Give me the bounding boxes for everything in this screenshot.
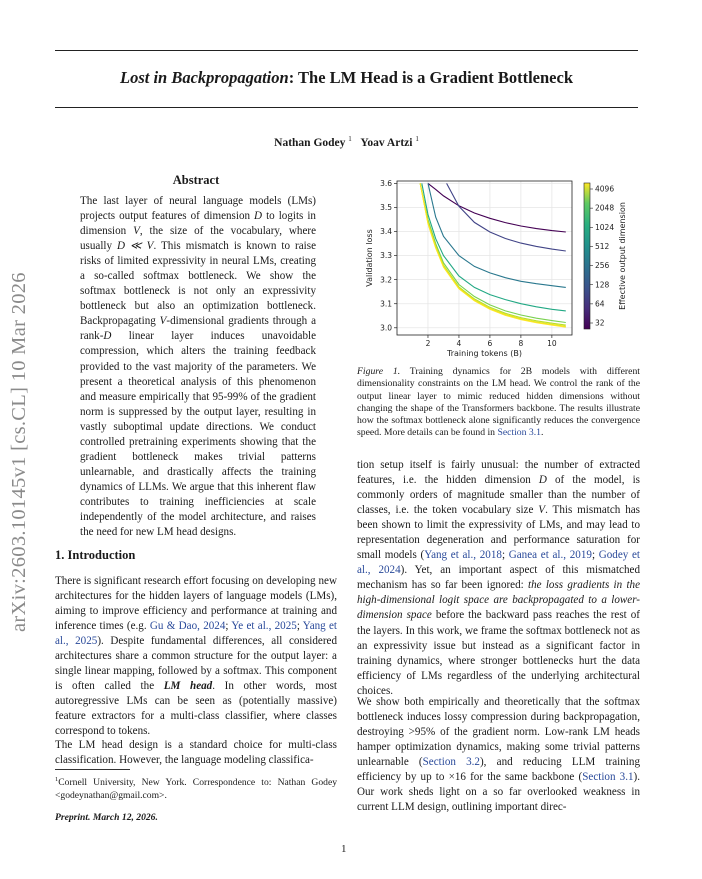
series-line-256 [422,183,566,311]
abstract-text-run: . This mismatch is known to raise risks of limited expressivity in neural LMs, creating a so-called softmax bottleneck. We show the softmax bottleneck is not only an expressivity bottleneck but also an optimization bottleneck. Backpropagating [80,240,316,328]
x-tick-label: 4 [456,339,462,348]
right-paragraph-1 [357,458,640,699]
intro-paragraph-1 [55,574,337,740]
x-tick-label: 10 [547,339,557,348]
colorbar-tick-label: 4096 [595,184,615,194]
math-symbol: V [133,225,140,238]
abstract-body [80,194,316,540]
colorbar-tick-label: 512 [595,242,610,252]
body-text-run: ). Yet, an important aspect of this mismatched mechanism has so far been ignored: [357,564,640,592]
abstract-text-run: , the size of the vocabulary, where usually [80,225,316,253]
math-symbol: D [103,330,112,343]
affiliation-mark: 1 [415,135,419,143]
title-bottom-rule [55,107,638,108]
caption-label: Figure 1. [357,366,401,377]
body-text-run: There is significant research effort focusing on developing new architectures for the hidden layers of language models (LMs), aiming to improve efficiency and performance at training and inference times (e.g. [55,575,337,633]
math-symbol: D [538,474,547,487]
caption-text: . [541,427,544,439]
body-text-run: tion setup itself is fairly unusual: the number of extracted features, i.e. the hidden dimension [357,459,640,487]
affiliation-mark: 1 [348,135,352,143]
figure-caption [357,366,640,440]
abstract-text-run: The last layer of neural language models (LMs) projects output features of dimension [80,195,316,223]
abstract-heading: Abstract [172,173,220,187]
footnote-mark: 1 [55,776,59,783]
body-text-run: ). Our work sheds light on a so far overlooked weakness in current LLM design, outlining important direc- [357,771,640,814]
colorbar-tick-label: 128 [595,280,610,290]
y-tick-label: 3.0 [380,323,392,333]
x-axis-label: Training tokens (B) [447,349,522,358]
plot-frame [397,181,572,335]
colorbar [584,183,590,329]
x-tick-label: 6 [487,339,493,348]
arxiv-identifier: arXiv:2603.10145v1 [cs.CL] 10 Mar 2026 [8,272,30,632]
y-tick-label: 3.3 [380,251,392,261]
figure-1 [357,172,647,362]
citation-link[interactable]: Yang et al., 2018 [424,549,502,562]
abstract-text-run: linear layer induces unavoidable compression, which alters the training feedback provided to the vast majority of the parameters. We present a theoretical analysis of this phenomenon and measure empirically that 95-99% of the gradient norm is suppressed by the output layer, resulting in vastly suboptimal update directions. We conduct controlled pretraining experiments showing that the gradient bottleneck makes trivial patterns unlearnable, and drastically affects the training dynamics of LLMs. We argue that this inherent flaw contributes to training inefficiencies at scale independently of the model architecture, and raises the need for new LM head designs. [80,330,316,539]
series-line-2048 [420,183,566,326]
author-name: Yoav Artzi [360,136,413,149]
title-rest-part: : The LM Head is a Gradient Bottleneck [288,68,573,87]
caption-text: Training dynamics for 2B models with different dimensionality constraints on the LM head. We control the rank of the output linear layer to mimic reduced hidden dimensions without changing the shape of the Transformers backbone. The results illustrate how the softmax bottleneck alone significantly reduces the convergence speed. More details can be found in [357,366,640,439]
title-top-rule [55,50,638,51]
y-tick-label: 3.2 [380,275,392,285]
colorbar-tick-label: 64 [595,299,605,309]
body-text-run: before the backward pass reaches the rest of the layers. In this work, we frame the softmax bottleneck not as an expressivity issue but instead as a significant factor in training dynamics, where stronger bottlenecks hurt the data efficiency of LMs regardless of the underlying architectural choices. [357,609,640,697]
colorbar-tick-label: 256 [595,261,610,271]
citation-link[interactable]: Ganea et al., 2019 [508,549,592,562]
body-text-run: . In other words, most autoregressive LMs can be seen as (potentially massive) feature extractors for a multi-class classifier, where classes correspond to tokens. [55,680,338,738]
section-heading-introduction: 1. Introduction [55,548,136,562]
intro-paragraph-2: The LM head design is a standard choice for multi-class classification. However, the language modeling classifica- [55,739,337,767]
emphasis-term: LM head [163,680,213,693]
x-tick-label: 2 [425,339,431,348]
body-text-run: ), and reducing LLM training efficiency by up to ×16 for the same backbone ( [357,756,640,784]
section-link[interactable]: Section 3.1 [497,427,542,439]
right-paragraph-2 [357,695,640,815]
abstract-text-run: -dimensional gradients through a rank- [80,315,316,343]
math-symbol: V [159,315,167,328]
body-text-run: ). Despite fundamental differences, all considered architectures share a common structure for the output layer: a single linear mapping, followed by a softmax. This component is often called the [55,635,338,693]
citation-link[interactable]: Gu & Dao, 2024 [149,620,226,633]
colorbar-tick-label: 2048 [595,203,615,213]
body-text-run: We show both empirically and theoretically that the softmax bottleneck induces lossy compression during backpropagation, destroying >95% of the gradient norm. Low-rank LM heads hamper optimization dynamics, making some trivial patterns unlearnable ( [357,696,640,769]
emphasis-phrase: the loss gradients in the high-dimensional logit space are backpropagated to a lower-dimension space [357,579,640,622]
training-dynamics-chart [357,172,647,362]
body-text-run: ; [225,620,232,633]
author-list [55,135,638,149]
paper-title [55,68,638,88]
colorbar-tick-label: 32 [595,318,605,328]
citation-link[interactable]: Yang et al., 2025 [55,620,338,648]
body-text-run: of the model, is commonly orders of magnitude smaller than the number of classes, i.e. the token vocabulary size [357,474,640,517]
y-tick-label: 3.5 [380,203,392,213]
y-tick-label: 3.4 [380,227,392,237]
body-text-run: . This mismatch has been shown to limit the expressivity of LMs, and may lead to representation degeneration and performance saturation for small models ( [357,504,640,562]
y-tick-label: 3.1 [380,299,392,309]
math-symbol: D ≪ V [117,240,154,253]
title-italic-part: Lost in Backpropagation [119,68,289,87]
body-text-run: ; [501,549,509,562]
body-text-run: ; [591,549,599,562]
math-symbol: V [538,504,546,517]
footnote-rule [55,769,130,770]
page-number: 1 [341,843,347,855]
section-link[interactable]: Section 3.1 [582,771,634,784]
x-tick-label: 8 [518,339,524,348]
section-link[interactable]: Section 3.2 [422,756,480,769]
author-name: Nathan Godey [274,136,346,149]
citation-link[interactable]: Ye et al., 2025 [231,620,297,633]
footnote [55,774,337,803]
colorbar-tick-label: 1024 [595,222,615,232]
math-symbol: D [254,210,263,223]
y-tick-label: 3.6 [380,179,392,189]
preprint-notice: Preprint. March 12, 2026. [55,812,158,823]
series-line-64 [447,183,566,251]
colorbar-label: Effective output dimension [618,202,627,310]
abstract-text-run: to logits in dimension [80,210,316,238]
citation-link[interactable]: Godey et al., 2024 [357,549,641,577]
footnote-text: Cornell University, New York. Correspondence to: Nathan Godey <godeynathan@gmail.com>. [55,777,337,801]
body-text-run: ; [296,620,303,633]
y-axis-label: Validation loss [365,229,374,287]
